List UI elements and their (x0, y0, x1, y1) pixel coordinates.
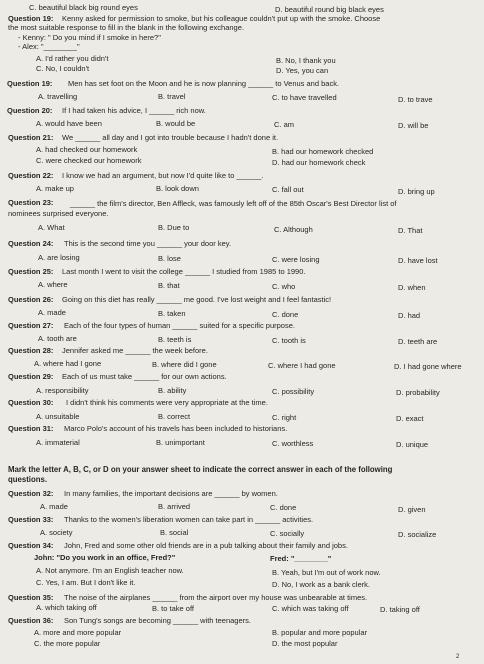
question-stem: The noise of the airplanes ______ from the airport over my house was unbearable at times. (64, 593, 368, 602)
option-a: A. responsibility (36, 386, 89, 395)
option-b: B. teeth is (158, 335, 192, 344)
dialogue-line: - Alex: "________" (18, 42, 80, 51)
question-label: Question 19: (8, 14, 54, 23)
question-label: Question 22: (8, 171, 54, 180)
option-c: C. right (272, 413, 297, 422)
option-c: C. socially (270, 529, 305, 538)
option-a: A. make up (36, 184, 74, 193)
option-c: C. who (272, 282, 296, 291)
option-b: B. unimportant (156, 438, 205, 447)
page-number: 2 (456, 654, 460, 660)
question-label: Question 36: (8, 616, 54, 625)
option-b: B. No, I thank you (276, 56, 336, 65)
option-a: A. had checked our homework (36, 145, 138, 154)
option-c: C. No, I couldn't (36, 64, 90, 73)
option-b: B. look down (156, 184, 199, 193)
option-b: B. correct (158, 412, 191, 421)
question-stem: If I had taken his advice, I ______ rich now. (62, 106, 206, 115)
option-d: D. had (398, 311, 421, 320)
question-label: Question 24: (8, 239, 54, 248)
section-instruction: questions. (8, 475, 47, 484)
question-stem: Son Tung's songs are becoming ______ with teenagers. (64, 616, 251, 625)
option-b: B. to take off (152, 604, 194, 613)
option-a: A. immaterial (36, 438, 80, 447)
question-label: Question 21: (8, 133, 54, 142)
option-c: C. Although (274, 225, 313, 234)
option-a: A. where had I gone (34, 359, 102, 368)
option-c: C. were checked our homework (36, 156, 142, 165)
option-b: B. arrived (158, 502, 191, 511)
question-label: Question 31: (8, 424, 54, 433)
question-label: Question 27: (8, 321, 54, 330)
question-stem: I didn't think his comments were very appropriate at the time. (66, 398, 268, 407)
option-b: B. had our homework checked (272, 147, 374, 156)
option-c: C. were losing (272, 255, 320, 264)
option-a: A. more and more popular (34, 628, 122, 637)
option-c: C. am (274, 120, 295, 129)
question-stem: nominees surprised everyone. (8, 209, 109, 218)
option-b: B. popular and more popular (272, 628, 368, 637)
option-a: A. tooth are (38, 334, 77, 343)
dialogue-line: - Kenny: " Do you mind if I smoke in here?" (18, 33, 161, 42)
question-stem: This is the second time you ______ your door key. (64, 239, 232, 248)
question-label: Question 35: (8, 593, 54, 602)
option-d: D. unique (396, 440, 429, 449)
option-c: C. worthless (272, 439, 314, 448)
option-c: C. fall out (272, 185, 304, 194)
option-c: C. which was taking off (272, 604, 349, 613)
option-a: A. where (38, 280, 68, 289)
option-c: C. tooth is (272, 336, 306, 345)
question-label: Question 33: (8, 515, 54, 524)
question-stem: John, Fred and some other old friends are in a pub talking about their family and jobs. (64, 541, 348, 550)
option-c: C. where I had gone (268, 361, 336, 370)
option-b: B. Due to (158, 223, 190, 232)
question-stem: Marco Polo's account of his travels has been included to historians. (64, 424, 288, 433)
option-c: C. possibility (272, 387, 315, 396)
question-stem: ______ the film's director, Ben Affleck, was famously left off of the 85th Oscar's Best Director list of (70, 199, 397, 208)
option-d: D. I had gone where (394, 362, 462, 371)
question-stem: Each of the four types of human ______ suited for a specific purpose. (64, 321, 295, 330)
option-a: A. I'd rather you didn't (36, 54, 109, 63)
option-a: A. would have been (36, 119, 102, 128)
question-stem: We ______ all day and I got into trouble because I hadn't done it. (62, 133, 279, 142)
question-stem: Last month I went to visit the college ______ I studied from 1985 to 1990. (62, 267, 306, 276)
option-d: D. bring up (398, 187, 435, 196)
dialogue-line: John: "Do you work in an office, Fred?" (34, 553, 176, 562)
option-a: A. Not anymore. I'm an English teacher now. (36, 566, 184, 575)
question-label: Question 29: (8, 372, 54, 381)
option-d: D. given (398, 505, 426, 514)
option-b: B. where did I gone (152, 360, 217, 369)
option-d: D. have lost (398, 256, 438, 265)
option-c: C. Yes, I am. But I don't like it. (36, 578, 136, 587)
option-b: B. ability (158, 386, 187, 395)
option-a: A. which taking off (36, 603, 97, 612)
option-d: D. the most popular (272, 639, 338, 648)
question-stem: Kenny asked for permission to smoke, but his colleague couldn't put up with the smoke. Choose (62, 14, 381, 23)
option-c: C. to have travelled (272, 93, 337, 102)
option-d: D. to trave (398, 95, 433, 104)
question-label: Question 26: (8, 295, 54, 304)
question-stem: Men has set foot on the Moon and he is now planning ______ to Venus and back. (68, 79, 340, 88)
option-b: B. taken (158, 309, 186, 318)
option-d: D. probability (396, 388, 440, 397)
section-instruction: Mark the letter A, B, C, or D on your answer sheet to indicate the correct answer in each of the following (8, 465, 393, 474)
question-stem: Jennifer asked me ______ the week before. (62, 346, 208, 355)
option-a: A. unsuitable (36, 412, 80, 421)
option-d: D. exact (396, 414, 424, 423)
question-label: Question 34: (8, 541, 54, 550)
question-label: Question 25: (8, 267, 54, 276)
option-c: C. the more popular (34, 639, 101, 648)
option-b: B. travel (158, 92, 186, 101)
option-d: D. No, I work as a bank clerk. (272, 580, 370, 589)
question-stem: Each of us must take ______ for our own actions. (62, 372, 227, 381)
question-stem: Going on this diet has really ______ me good. I've lost weight and I feel fantastic! (62, 295, 332, 304)
question-label: Question 23: (8, 198, 54, 207)
question-stem: Thanks to the women's liberation women can take part in ______ activities. (64, 515, 314, 524)
option-b: B. would be (156, 119, 196, 128)
option-a: A. society (40, 528, 73, 537)
question-label: Question 20: (7, 106, 53, 115)
option-a: A. are losing (38, 253, 80, 262)
question-label: Question 32: (8, 489, 54, 498)
question-stem: I know we had an argument, but now I'd quite like to ______. (62, 171, 264, 180)
question-label: Question 28: (8, 346, 54, 355)
option-d: D. beautiful round big black eyes (275, 5, 384, 14)
option-a: A. travelling (38, 92, 78, 101)
question-label: Question 30: (8, 398, 54, 407)
option-b: B. social (160, 528, 189, 537)
option-d: D. That (398, 226, 423, 235)
option-d: D. Yes, you can (276, 66, 329, 75)
option-a: A. made (40, 502, 68, 511)
option-c: C. done (270, 503, 297, 512)
option-d: D. socialize (398, 530, 437, 539)
option-a: A. made (38, 308, 66, 317)
option-d: D. had our homework check (272, 158, 366, 167)
option-c: C. beautiful black big round eyes (29, 3, 138, 12)
option-d: D. when (398, 283, 426, 292)
question-stem: In many families, the important decisions are ______ by women. (64, 489, 278, 498)
question-stem: the most suitable response to fill in the blank in the following exchange. (8, 23, 244, 32)
option-b: B. Yeah, but I'm out of work now. (272, 568, 381, 577)
option-d: D. taking off (380, 605, 420, 614)
option-d: D. teeth are (398, 337, 438, 346)
dialogue-line: Fred: "________" (270, 554, 332, 563)
option-b: B. lose (158, 254, 181, 263)
option-b: B. that (158, 281, 180, 290)
option-a: A. What (38, 223, 65, 232)
option-c: C. done (272, 310, 299, 319)
question-label: Question 19: (7, 79, 53, 88)
option-d: D. will be (398, 121, 429, 130)
